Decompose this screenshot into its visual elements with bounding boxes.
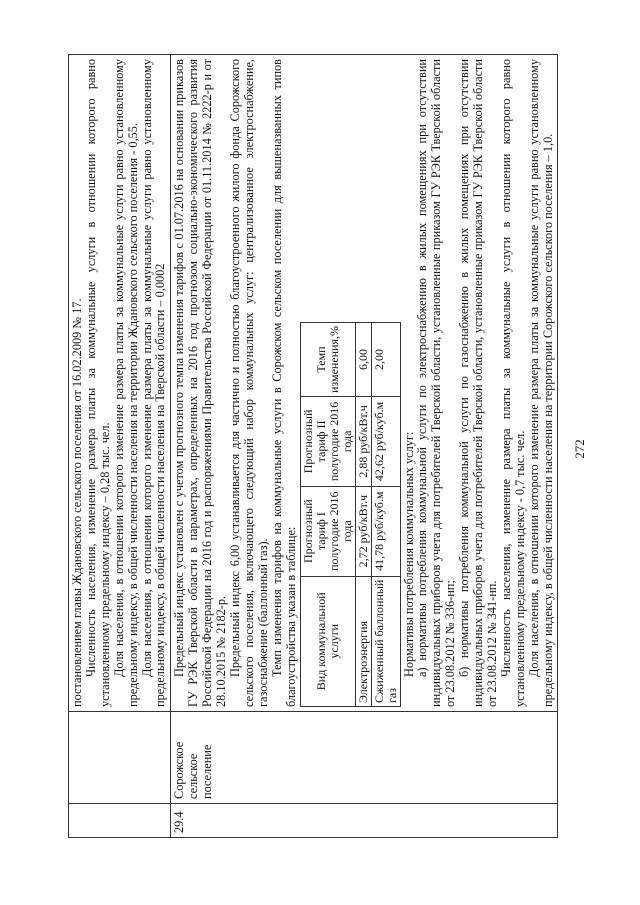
row-number — [69, 804, 171, 838]
rotated-document-sheet — [68, 54, 576, 838]
tariff-cell: 42,62 руб/куб.м — [371, 397, 400, 487]
settlement-name — [69, 712, 171, 804]
paragraph: Предельный индекс 6,00 устанавливается для частично и полностью благоустроенного жилого фонда Сорожского сельского поселения, включающего следующий набор коммунальных услуг: централизованное электроснабжение, газоснабжение (баллонный газ). — [227, 59, 270, 707]
row-content — [69, 55, 171, 712]
paragraph: Доля населения, в отношении которого изменение размера платы за коммунальные услуги равно установленному предельному индексу, в общей численности населения на Тверской области – 0,0002 — [139, 59, 168, 707]
tariff-cell: 2,00 — [371, 323, 400, 397]
tariff-header-row — [300, 323, 355, 707]
paragraph: Нормативы потребления коммунальных услуг: — [401, 431, 416, 677]
tariff-row — [371, 323, 400, 707]
tariff-cell: 2,72 руб/кВт.ч — [355, 486, 371, 576]
tariff-cell: 6,00 — [355, 323, 371, 397]
tariff-header-cell: Вид коммунальной услуги — [300, 576, 355, 706]
tariff-cell: Сжиженный баллонный газ — [371, 576, 400, 706]
tariff-row — [355, 323, 371, 707]
page-number: 272 — [572, 439, 587, 459]
row-content — [171, 55, 558, 712]
paragraph: постановлением главы Ждановского сельского поселения от 16.02.2009 № 17. — [70, 298, 84, 707]
table-row — [69, 55, 171, 838]
paragraph: Предельный индекс установлен с учетом прогнозного темпа изменения тарифов с 01.07.2016 на основании приказов ГУ РЭК Тверской области в параметрах, определенных на 2016 год прогнозом социально-экономического развития Российской Федерации на 2016 год и распоряжениями Правительства Российской Федерации от 01.11.2014 № 2222-р и от 28.10.2015 № 2182-р. — [172, 59, 229, 707]
tariff-header-cell: Темп изменения,% — [300, 323, 355, 397]
paragraph: б) нормативы потребления коммунальной услуги по газоснабжению в жилых помещениях при отсутствии индивидуальных приборов учета для потребителей Тверской области, установленные приказом ГУ РЭК Тверской области от 23.08.2012 № 341-нп. — [457, 59, 499, 707]
settlement-name: Сорожское сельское поселение — [171, 712, 558, 804]
tariff-header-cell: Прогнозный тариф I полугодие 2016 года — [300, 486, 355, 576]
main-table — [68, 54, 558, 838]
paragraph: Численность населения, изменение размера платы за коммунальные услуги в отношении которого равно установленному предельному индексу - 0,7 тыс. чел. — [498, 59, 527, 707]
tariff-header-cell: Прогнозный тариф II полугодие 2016 года — [300, 397, 355, 487]
paragraph: а) нормативы потребления коммунальной услуги по электроснабжению в жилых помещениях при отсутствии индивидуальных приборов учета для потребителей Тверской области, установленные приказом ГУ РЭК Тверской области от 23.08.2012 № 336-нп; — [415, 59, 458, 707]
tariff-cell: Электроэнергия — [355, 576, 371, 706]
tariff-cell: 2,88 руб/кВт.ч — [355, 397, 371, 487]
paragraph: Доля населения, в отношении которого изменение размера платы за коммунальные услуги равно установленному предельному индексу, в общей численности населения на территории Сорожского сельского поселения – 1,0. — [526, 59, 555, 707]
paragraph: Доля населения, в отношении которого изменение размера платы за коммунальные услуги равно установленному предельному индексу, в общей численности населения на территории Ждановского сельского поселения - 0,55. — [111, 59, 140, 707]
paragraph: Темп изменения тарифов на коммунальные услуги в Сорожском сельском поселении для вышеназванных типов благоустройства указан в таблице: — [269, 59, 298, 707]
tariff-table — [300, 322, 401, 707]
paragraph: Численность населения, изменение размера платы за коммунальные услуги в отношении которого равно установленному предельному индексу – 0,28 тыс. чел. — [83, 59, 112, 707]
row-number: 29.4 — [171, 804, 558, 838]
table-row — [171, 55, 558, 838]
tariff-cell: 41,78 руб/куб.м — [371, 486, 400, 576]
